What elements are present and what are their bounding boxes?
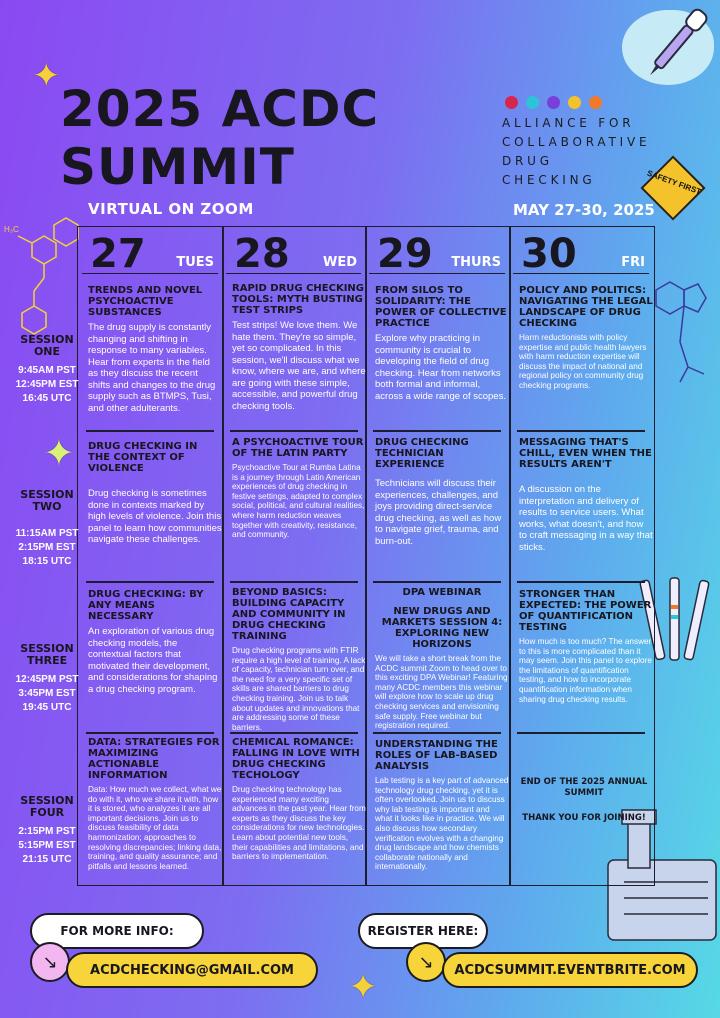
session-cell [232, 587, 366, 732]
day-header [226, 231, 361, 277]
session-time-pst: 11:15AM PST [15, 528, 79, 539]
session-title: DRUG CHECKING: BY ANY MEANS NECESSARY [88, 589, 204, 622]
register-link[interactable]: ACDCSUMMIT.EVENTBRITE.COM [442, 952, 698, 988]
session-cell [232, 437, 366, 577]
page-title: 2025 ACDC SUMMIT [60, 80, 380, 196]
session-label: FOUR [29, 806, 65, 819]
session-time-pst: 12:45PM PST [15, 674, 79, 685]
logo-dot [568, 96, 581, 109]
day-header [82, 231, 218, 277]
more-info-label: FOR MORE INFO: [30, 913, 204, 949]
session-label: THREE [26, 654, 68, 667]
row-divider [373, 732, 501, 734]
row-divider [373, 430, 501, 432]
session-time-utc: 21:15 UTC [22, 854, 72, 865]
session-time-block [14, 643, 80, 715]
webinar-label: DPA WEBINAR [402, 587, 482, 598]
session-description: Data: How much we collect, what we do with it, who we share it with, how it is stored, who analyzes it are all important decisions. Join us to discuss feasibility of data harmonization; approaches to resolving discrepancies; linking data, training, and quality assurance; and pitfalls and lessons learned. [88, 785, 222, 871]
session-label: ONE [33, 345, 61, 358]
logo-dot [589, 96, 602, 109]
session-time-block [14, 334, 80, 406]
session-title: BEYOND BASICS: BUILDING CAPACITY AND COMMUNITY IN DRUG CHECKING TRAINING [232, 587, 346, 642]
day-number: 29 [377, 231, 433, 277]
session-label: TWO [32, 500, 62, 513]
session-description: Drug checking is sometimes done in contexts marked by high levels of violence. Join this panel to learn how communities navigate these challenges. [88, 488, 222, 545]
session-title: DATA: STRATEGIES FOR MAXIMIZING ACTIONABLE INFORMATION [88, 737, 220, 781]
column-divider [222, 227, 224, 885]
session-title: MESSAGING THAT'S CHILL, EVEN WHEN THE RESULTS AREN'T [519, 437, 652, 470]
session-time-block [14, 489, 80, 569]
column-divider [509, 227, 511, 885]
session-description: Psychoactive Tour at Rumba Latina is a journey through Latin American experiences of drug checking in festive settings, adapted to complex social, political, and cultural realities, where harm reduction weaves together with creativity, resistance, and community. [232, 463, 365, 540]
session-title: CHEMICAL ROMANCE: FALLING IN LOVE WITH DRUG CHECKING TECHOLOGY [232, 737, 360, 781]
day-name: WED [322, 255, 357, 270]
row-divider [86, 732, 214, 734]
session-title: RAPID DRUG CHECKING TOOLS: MYTH BUSTING TEST STRIPS [232, 283, 365, 316]
session-time-block [14, 795, 80, 867]
svg-text:H₃C: H₃C [4, 225, 19, 234]
session-time-pst: 2:15PM PST [18, 826, 76, 837]
row-divider [86, 430, 214, 432]
safety-badge-text: SAFETY FIRST [645, 168, 703, 197]
day-number: 30 [521, 231, 577, 277]
closing-message: END OF THE 2025 ANNUAL SUMMIT [520, 777, 648, 798]
session-time-utc: 19:45 UTC [22, 702, 72, 713]
session-title: STRONGER THAN EXPECTED: THE POWER OF QUANTIFICATION TESTING [519, 589, 652, 633]
row-divider [517, 581, 645, 583]
day-header [369, 231, 505, 277]
session-time-est: 3:45PM EST [18, 688, 76, 699]
session-label: SESSION [20, 333, 74, 346]
session-description: Technicians will discuss their experiences, challenges, and joys providing direct-service drug checking, as well as how to navigate grief, trauma, and burn-out. [375, 478, 502, 547]
day-name: TUES [176, 255, 214, 270]
session-cell [88, 441, 222, 577]
day-name: FRI [621, 255, 645, 270]
logo-dot [505, 96, 518, 109]
row-divider [517, 732, 645, 734]
event-format: VIRTUAL ON ZOOM [88, 200, 254, 218]
session-description: We will take a short break from the ACDC summit Zoom to head over to this exciting DPA Webinar! Featuring many ACDC members this webinar will explore how to scale up drug checking services and envisioning safe supply. Free webinar but registration required. [375, 654, 508, 731]
session-time-pst: 9:45AM PST [18, 365, 76, 376]
session-label: SESSION [20, 488, 74, 501]
thank-you-message: THANK YOU FOR JOINING! [522, 813, 646, 823]
row-divider [230, 581, 358, 583]
molecule-icon [4, 206, 84, 336]
session-description: An exploration of various drug checking models, the contextual factors that motivated their development, and considerations for shaping a drug checking program. [88, 626, 218, 695]
session-title: DRUG CHECKING TECHNICIAN EXPERIENCE [375, 437, 469, 470]
day-name: THURS [451, 255, 501, 270]
closing-cell [514, 777, 654, 837]
session-description: Harm reductionists with policy expertise and public health lawyers with harm reduction expertise will discuss the impact of national and regional policy on community drug checking programs. [519, 333, 647, 390]
session-description: Drug checking programs with FTIR require a high level of training. A lack of capacity, technician turn over, and the need for a very specific set of skills are shared barriers to drug checking training. Join us to talk about updates and innovations that are addressing some of these barriers. [232, 646, 366, 732]
session-cell [88, 589, 222, 727]
session-cell [375, 587, 509, 731]
org-logo-dots [505, 96, 602, 109]
arrow-icon: ↘ [406, 942, 446, 982]
session-description: Drug checking technology has experienced many exciting advances in the past year. Hear from experts as they discuss the key considerations for new technologies. Learn about potential new tools, their capabilities and limitations, and barriers to implementation. [232, 785, 366, 862]
row-divider [517, 430, 645, 432]
email-link[interactable]: ACDCHECKING@GMAIL.COM [66, 952, 318, 988]
session-title: FROM SILOS TO SOLIDARITY: THE POWER OF COLLECTIVE PRACTICE [375, 285, 507, 329]
row-divider [230, 430, 358, 432]
session-time-utc: 18:15 UTC [22, 556, 72, 567]
event-dates: MAY 27-30, 2025 [513, 201, 655, 219]
day-number: 27 [90, 231, 146, 277]
session-cell [519, 589, 653, 727]
session-cell [375, 739, 509, 883]
sparkle-icon: ✦ [43, 433, 75, 475]
logo-dot [547, 96, 560, 109]
schedule-grid [77, 226, 655, 886]
register-label: REGISTER HERE: [358, 913, 488, 949]
session-title: TRENDS AND NOVEL PSYCHOACTIVE SUBSTANCES [88, 285, 203, 318]
logo-dot [526, 96, 539, 109]
session-cell [519, 285, 653, 427]
sparkle-icon: ✦ [32, 57, 61, 95]
sparkle-icon: ✦ [348, 966, 379, 1007]
session-title: NEW DRUGS AND MARKETS SESSION 4: EXPLORING NEW HORIZONS [381, 606, 503, 650]
session-time-utc: 16:45 UTC [22, 393, 72, 404]
session-cell [88, 737, 222, 883]
session-cell [232, 737, 366, 883]
arrow-icon: ↘ [30, 942, 70, 982]
session-label: SESSION [20, 642, 74, 655]
session-description: Lab testing is a key part of advanced technology drug checking, yet it is often overlooked. Join us to discuss why lab testing is important and what it looks like in practice. We will also discuss how secondary verification evolves with a changing drug landscape and how chemists collaborate nationally and internationally. [375, 776, 509, 872]
session-cell [375, 285, 509, 427]
org-name: ALLIANCE FOR COLLABORATIVE DRUG CHECKING [502, 116, 651, 187]
session-description: Test strips! We love them. We hate them. They're so simple, yet so complicated. In this session, we'll discuss what we know, where we are, and where are going with these simple, accessible, and powerful drug checking tools. [232, 320, 366, 412]
session-title: A PSYCHOACTIVE TOUR OF THE LATIN PARTY [232, 437, 364, 459]
session-description: Explore why practicing in community is crucial to developing the field of drug checking. Hear from networks both formal and informal, across a wide range of scopes. [375, 333, 506, 402]
session-time-est: 12:45PM EST [15, 379, 79, 390]
session-cell [519, 437, 653, 577]
session-time-est: 5:15PM EST [18, 840, 76, 851]
session-cell [375, 437, 509, 577]
session-label: SESSION [20, 794, 74, 807]
dropper-icon [630, 4, 720, 86]
day-header [513, 231, 649, 277]
session-description: A discussion on the interpretation and delivery of results to service users. What works, what doesn't, and how to craft messaging in a way that sticks. [519, 484, 653, 553]
session-description: How much is too much? The answer to this is more complicated than it may seem. Join this panel to explore the limitations of quantification testing, and how to incorporate quantification information when sharing drug checking results. [519, 637, 652, 704]
row-divider [86, 581, 214, 583]
session-cell [232, 283, 366, 427]
session-cell [88, 285, 222, 427]
row-divider [373, 581, 501, 583]
session-title: DRUG CHECKING IN THE CONTEXT OF VIOLENCE [88, 441, 198, 474]
day-number: 28 [234, 231, 290, 277]
session-title: UNDERSTANDING THE ROLES OF LAB-BASED ANALYSIS [375, 739, 498, 772]
session-time-est: 2:15PM EST [18, 542, 76, 553]
session-description: The drug supply is constantly changing and shifting in response to many variables. Hear from experts in the field as they discuss the recent shifts and changes to the drug supply such as BTMPS, Tusi, and other adulterants. [88, 322, 216, 414]
session-title: POLICY AND POLITICS: NAVIGATING THE LEGAL LANDSCAPE OF DRUG CHECKING [519, 285, 653, 329]
